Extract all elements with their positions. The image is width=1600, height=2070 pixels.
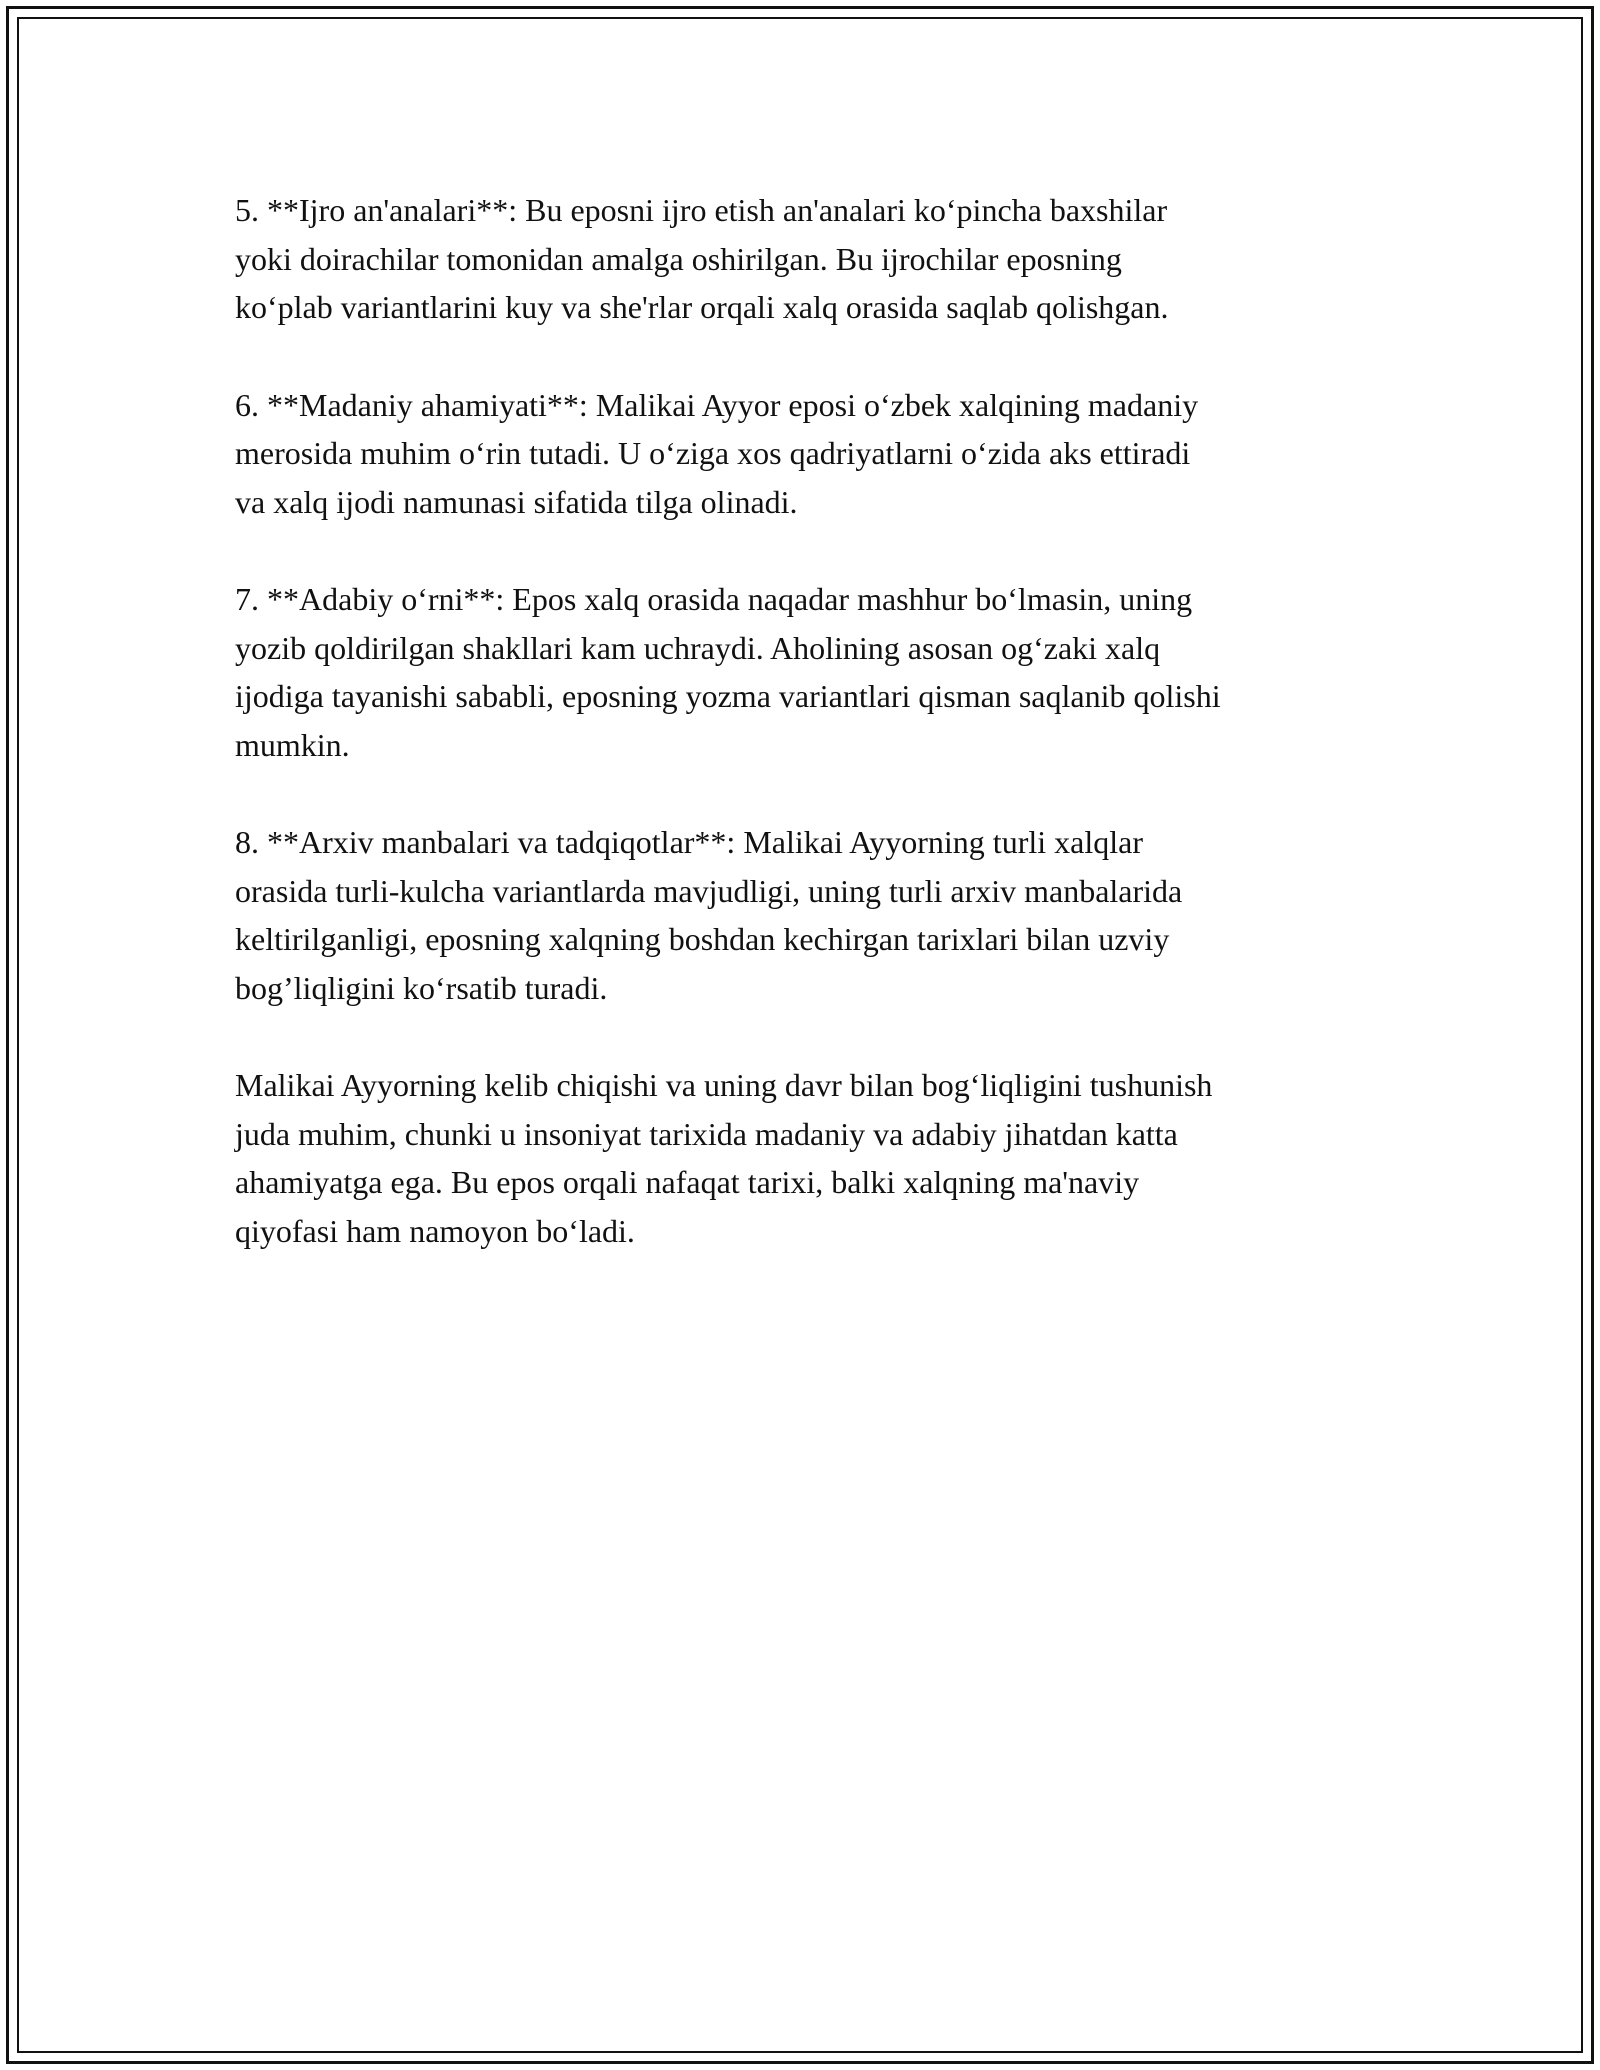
text-line: bog’liqligini ko‘rsatib turadi. <box>235 969 608 1006</box>
paragraph-conclusion <box>235 1061 1370 1255</box>
text-line: 8. **Arxiv manbalari va tadqiqotlar**: Malikai Ayyorning turli xalqlar <box>235 824 1143 860</box>
text-line: 6. **Madaniy ahamiyati**: Malikai Ayyor eposi o‘zbek xalqining madaniy <box>235 386 1199 423</box>
paragraph-literary-role <box>235 575 1370 769</box>
text-line: orasida turli-kulcha variantlarda mavjudligi, uning turli arxiv manbalarida <box>235 872 1183 909</box>
text-line: ahamiyatga ega. Bu epos orqali nafaqat tarixi, balki xalqning ma'naviy <box>235 1164 1140 1200</box>
text-line: Malikai Ayyorning kelib chiqishi va uning davr bilan bog‘liqligini tushunish <box>235 1067 1213 1103</box>
text-line: yoki doirachilar tomonidan amalga oshirilgan. Bu ijrochilar eposning <box>235 240 1122 277</box>
text-line: keltirilganligi, eposning xalqning boshdan kechirgan tarixlari bilan uzviy <box>235 921 1170 957</box>
text-line: 5. **Ijro an'analari**: Bu eposni ijro etish an'analari ko‘pincha baxshilar <box>235 192 1168 228</box>
document-body <box>235 186 1370 1304</box>
text-line: qiyofasi ham namoyon bo‘ladi. <box>235 1212 635 1249</box>
text-line: yozib qoldirilgan shakllari kam uchraydi. Aholining asosan og‘zaki xalq <box>235 629 1161 666</box>
text-line: juda muhim, chunki u insoniyat tarixida madaniy va adabiy jihatdan katta <box>235 1115 1178 1152</box>
text-line: va xalq ijodi namunasi sifatida tilga olinadi. <box>235 483 798 520</box>
text-line: ko‘plab variantlarini kuy va she'rlar orqali xalq orasida saqlab qolishgan. <box>235 289 1169 325</box>
paragraph-archive-sources <box>235 818 1370 1012</box>
text-line: ijodiga tayanishi sababli, eposning yozma variantlari qisman saqlanib qolishi <box>235 678 1221 714</box>
paragraph-cultural-significance <box>235 381 1370 527</box>
text-line: 7. **Adabiy o‘rni**: Epos xalq orasida naqadar mashhur bo‘lmasin, uning <box>235 581 1193 617</box>
paragraph-performance-traditions <box>235 186 1370 332</box>
text-line: merosida muhim o‘rin tutadi. U o‘ziga xos qadriyatlarni o‘zida aks ettiradi <box>235 435 1191 471</box>
text-line: mumkin. <box>235 726 350 763</box>
